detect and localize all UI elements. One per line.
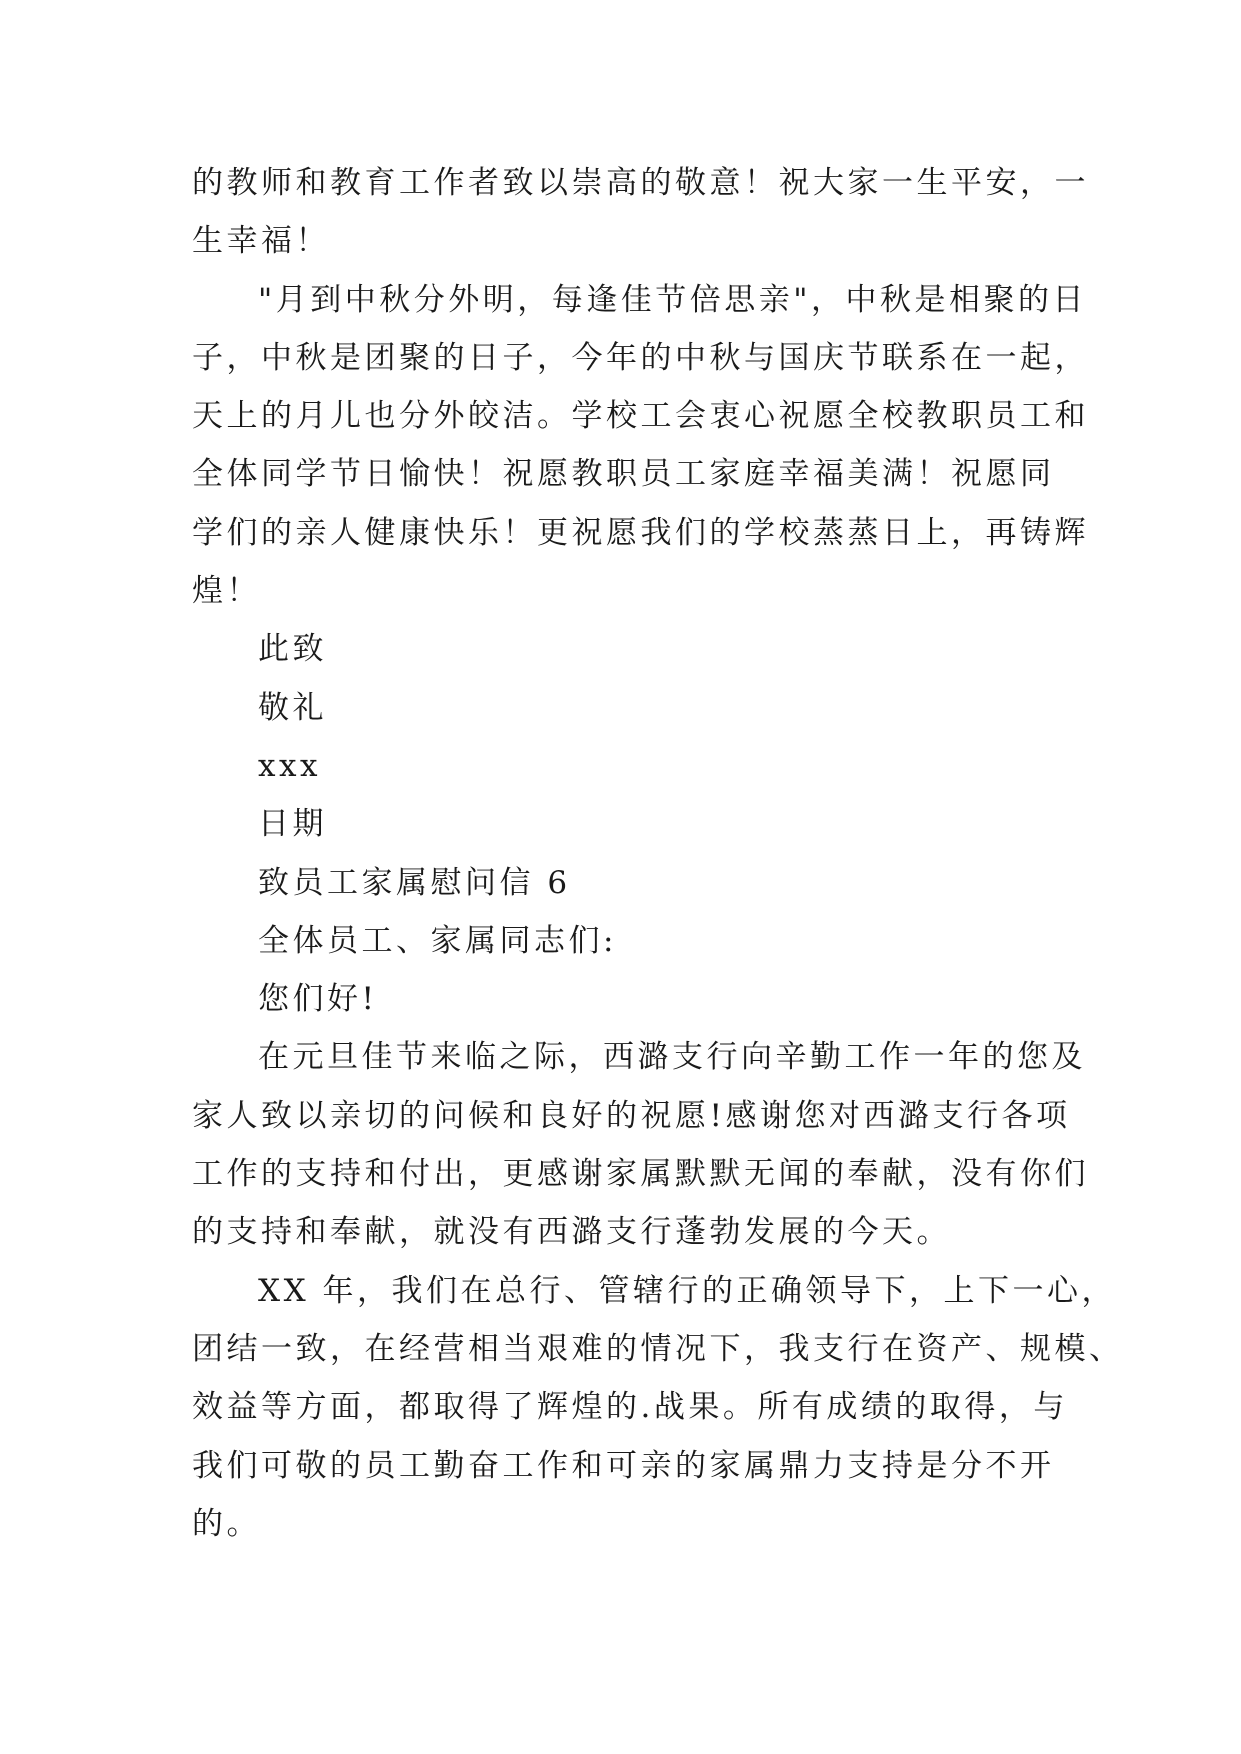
text-line: 工作的支持和付出，更感谢家属默默无闻的奉献，没有你们: [192, 1156, 1089, 1193]
text-line: "月到中秋分外明，每逢佳节倍思亲"，中秋是相聚的日: [258, 281, 1088, 318]
text-line: 的支持和奉献，就没有西潞支行蓬勃发展的今天。: [192, 1214, 951, 1251]
document-body: [192, 154, 1124, 1553]
salutation-jingli: 敬礼: [258, 689, 327, 726]
text-line: 的教师和教育工作者致以崇高的敬意！祝大家一生平安，一: [192, 165, 1089, 201]
date-line: 日期: [258, 806, 327, 843]
text-line: 学们的亲人健康快乐！更祝愿我们的学校蒸蒸日上，再铸辉: [192, 514, 1089, 551]
text-line: 煌！: [192, 573, 261, 610]
text-line: 子，中秋是团聚的日子，今年的中秋与国庆节联系在一起，: [192, 339, 1089, 376]
paragraph-mid-autumn: [192, 271, 1089, 621]
text-line: 的。: [192, 1505, 261, 1542]
salutation-cizhi: 此致: [258, 631, 327, 668]
letter-addressee: 全体员工、家属同志们:: [258, 922, 617, 959]
letter-title: 致员工家属慰问信 6: [258, 864, 571, 901]
text-line: 效益等方面，都取得了辉煌的.战果。所有成绩的取得，与: [192, 1389, 1068, 1426]
text-line: 在元旦佳节来临之际，西潞支行向辛勤工作一年的您及: [258, 1039, 1086, 1076]
signature: xxx: [258, 747, 321, 784]
paragraph-closing-wishes: [192, 154, 1089, 271]
text-line: XX 年，我们在总行、管辖行的正确领导下，上下一心，: [258, 1272, 1116, 1309]
text-line: 生幸福！: [192, 223, 330, 260]
text-line: 团结一致，在经营相当艰难的情况下，我支行在资产、规模、: [192, 1330, 1124, 1367]
paragraph-new-year: [192, 1028, 1089, 1261]
text-line: 我们可敬的员工勤奋工作和可亲的家属鼎力支持是分不开: [192, 1447, 1055, 1484]
text-line: 全体同学节日愉快！祝愿教职员工家庭幸福美满！祝愿同: [192, 456, 1055, 493]
text-line: 天上的月儿也分外皎洁。学校工会衷心祝愿全校教职员工和: [192, 398, 1089, 435]
letter-greeting: 您们好!: [258, 981, 378, 1018]
text-line: 家人致以亲切的问候和良好的祝愿!感谢您对西潞支行各项: [192, 1097, 1071, 1134]
paragraph-achievements: [192, 1262, 1124, 1553]
